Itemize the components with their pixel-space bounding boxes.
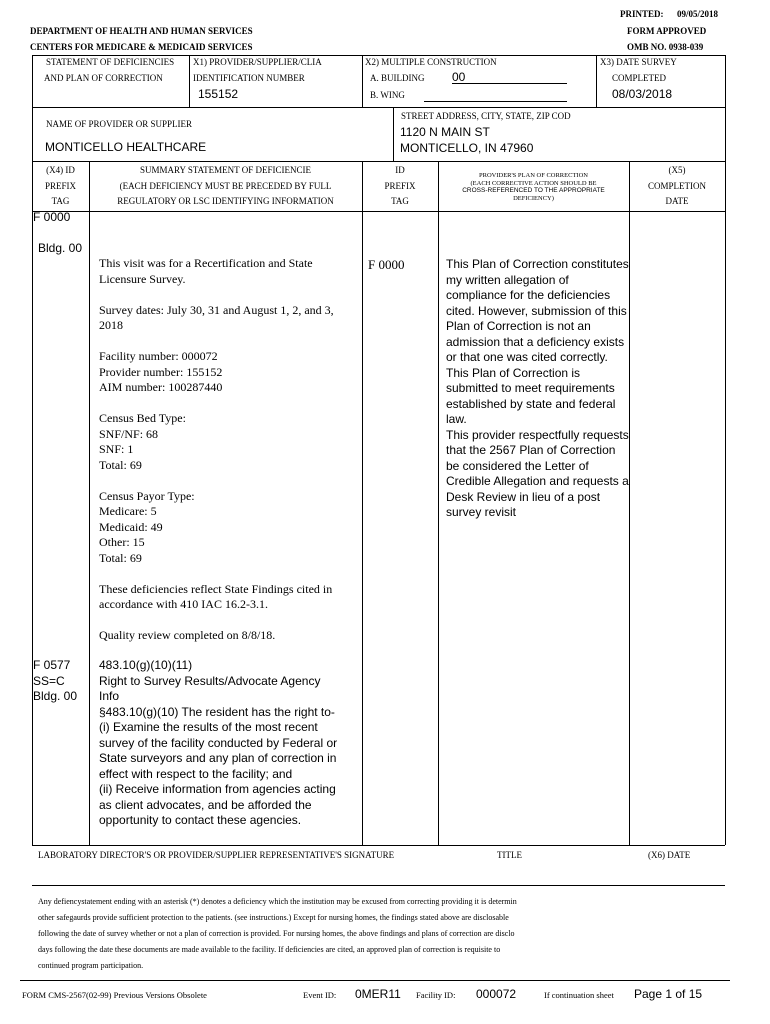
- provider-name-label: NAME OF PROVIDER OR SUPPLIER: [46, 119, 193, 129]
- plan-line: law.: [446, 412, 467, 426]
- printed-label: PRINTED:: [620, 9, 664, 19]
- plan-line: Desk Review in lieu of a post: [446, 489, 601, 504]
- summary-line: Info: [99, 689, 120, 703]
- plan-header-4: DEFICIENCY): [513, 195, 554, 202]
- statement-label-2: AND PLAN OF CORRECTION: [44, 73, 163, 83]
- plan-header-2: (EACH CORRECTIVE ACTION SHOULD BE: [470, 180, 597, 187]
- disclaimer-line: days following the date these documents are made available to the facility. If deficiencies are cited, an approved plan of correction is requisite to: [38, 945, 501, 954]
- plan-line: that the 2567 Plan of Correction: [446, 443, 616, 457]
- blank-line: [99, 287, 359, 303]
- blank-line: [99, 473, 359, 489]
- summary-line: SNF: 1: [99, 442, 134, 456]
- survey-date-value: 08/03/2018: [612, 87, 673, 101]
- facility-id-label: Facility ID:: [416, 990, 456, 1000]
- date-label: (X6) DATE: [648, 850, 691, 860]
- summary-line: Census Payor Type:: [99, 488, 195, 503]
- summary-line: Facility number: 000072: [99, 349, 218, 363]
- plan-header-1: PROVIDER'S PLAN OF CORRECTION: [479, 172, 588, 179]
- summary-line: accordance with 410 IAC 16.2-3.1.: [99, 597, 268, 611]
- summary-line: opportunity to contact these agencies.: [99, 813, 302, 827]
- summary-line: Total: 69: [99, 550, 142, 565]
- x5-header-3: DATE: [665, 196, 689, 206]
- disclaimer-line: Any defiencystatement ending with an asterisk (*) denotes a deficiency which the institution may be excused from correcting providing it is determin: [38, 897, 517, 906]
- summary-line: This visit was for a Recertification and State: [99, 256, 313, 270]
- plan-line: compliance for the deficiencies: [446, 288, 611, 302]
- summary-line: Total: 69: [99, 457, 142, 472]
- summary-text-1: [99, 256, 359, 644]
- plan-line: This Plan of Correction constitutes: [446, 257, 629, 271]
- continuation-label: If continuation sheet: [544, 990, 614, 1000]
- summary-text-2: [99, 658, 359, 829]
- provider-name-value: MONTICELLO HEALTHCARE: [45, 140, 207, 154]
- id-header-3: TAG: [391, 196, 409, 206]
- plan-line: This Plan of Correction is: [446, 365, 581, 380]
- plan-line: established by state and federal: [446, 396, 616, 411]
- plan-line: admission that a deficiency exists: [446, 334, 625, 349]
- summary-header-1: SUMMARY STATEMENT OF DEFICIENCIE: [139, 165, 312, 175]
- plan-line: cited. However, submission of this: [446, 303, 627, 318]
- summary-line: Medicare: 5: [99, 504, 157, 518]
- summary-line: Licensure Survey.: [99, 271, 186, 286]
- disclaimer-line: continued program participation.: [38, 961, 144, 970]
- summary-line: §483.10(g)(10) The resident has the right to-: [99, 704, 335, 719]
- facility-id-value: 000072: [476, 987, 517, 1001]
- building-tag-1: Bldg. 00: [38, 241, 83, 255]
- disclaimer-line: other safegaurds provide sufficient protection to the patients. (see instructions.) Except for nursing homes, the findings stated above are disclosable: [38, 913, 509, 922]
- omb-number: OMB NO. 0938-039: [627, 42, 704, 52]
- disclaimer-line: following the date of survey whether or not a plan of correction is provided. For nursing homes, the above findings and plans of correction are disclo: [38, 929, 515, 938]
- x5-header-1: (X5): [668, 165, 686, 175]
- department-title: DEPARTMENT OF HEALTH AND HUMAN SERVICES: [30, 26, 253, 36]
- plan-header-3: CROSS-REFERENCED TO THE APPROPRIATE: [462, 187, 605, 194]
- address-line-1: 1120 N MAIN ST: [400, 125, 490, 139]
- plan-line: Credible Allegation and requests a: [446, 474, 629, 488]
- tag-line: F 0577: [33, 658, 71, 672]
- provider-id-value: 155152: [198, 87, 239, 101]
- summary-line: Quality review completed on 8/8/18.: [99, 628, 276, 642]
- blank-line: [99, 334, 359, 350]
- event-id-label: Event ID:: [303, 990, 337, 1000]
- summary-line: (i) Examine the results of the most recent: [99, 720, 318, 734]
- summary-line: These deficiencies reflect State Findings cited in: [99, 581, 333, 596]
- plan-line: be considered the Letter of: [446, 458, 589, 473]
- summary-line: effect with respect to the facility; and: [99, 766, 293, 781]
- summary-line: AIM number: 100287440: [99, 380, 223, 394]
- summary-line: Provider number: 155152: [99, 364, 223, 379]
- blank-line: [99, 613, 359, 629]
- id-header-1: ID: [395, 165, 405, 175]
- signature-label: LABORATORY DIRECTOR'S OR PROVIDER/SUPPLIER REPRESENTATIVE'S SIGNATURE: [38, 850, 395, 860]
- summary-line: State surveyors and any plan of correction in: [99, 751, 337, 765]
- summary-line: SNF/NF: 68: [99, 426, 159, 441]
- plan-line: my written allegation of: [446, 272, 569, 287]
- x1-label-2: IDENTIFICATION NUMBER: [193, 73, 305, 83]
- summary-header-3: REGULATORY OR LSC IDENTIFYING INFORMATION: [117, 196, 334, 206]
- x4-header-3: TAG: [51, 196, 70, 206]
- x1-label-1: X1) PROVIDER/SUPPLIER/CLIA: [193, 57, 322, 67]
- plan-line: Plan of Correction is not an: [446, 319, 591, 333]
- centers-title: CENTERS FOR MEDICARE & MEDICAID SERVICES: [30, 42, 253, 52]
- x5-header-2: COMPLETION: [648, 181, 706, 191]
- building-value: 00: [452, 70, 466, 84]
- tag-line: SS=C: [33, 673, 65, 688]
- summary-line: as client advocates, and be afforded the: [99, 797, 312, 812]
- wing-label: B. WING: [370, 90, 405, 100]
- summary-line: Right to Survey Results/Advocate Agency: [99, 673, 321, 688]
- title-label: TITLE: [497, 850, 522, 860]
- address-line-2: MONTICELLO, IN 47960: [400, 141, 534, 155]
- blank-line: [99, 566, 359, 582]
- summary-line: survey of the facility conducted by Federal or: [99, 735, 338, 750]
- summary-line: 2018: [99, 318, 123, 332]
- event-id-value: 0MER11: [355, 987, 401, 1001]
- plan-line: This provider respectfully requests: [446, 427, 629, 442]
- form-approved: FORM APPROVED: [627, 26, 707, 36]
- id-prefix-tag-1: F 0000: [368, 257, 405, 272]
- building-label: A. BUILDING: [370, 73, 425, 83]
- summary-line: 483.10(g)(10)(11): [99, 658, 193, 672]
- page-number: Page 1 of 15: [634, 987, 703, 1001]
- disclaimer-text: [38, 894, 728, 974]
- x4-header-1: (X4) ID: [46, 165, 75, 175]
- plan-line: or that one was cited correctly.: [446, 350, 608, 364]
- id-header-2: PREFIX: [384, 181, 416, 191]
- form-number: FORM CMS-2567(02-99) Previous Versions Obsolete: [22, 990, 207, 1000]
- summary-header-2: (EACH DEFICIENCY MUST BE PRECEDED BY FULL: [119, 181, 332, 191]
- summary-line: Survey dates: July 30, 31 and August 1, 2, and 3,: [99, 302, 334, 317]
- plan-line: submitted to meet requirements: [446, 381, 615, 395]
- x3-label-2: COMPLETED: [612, 73, 666, 83]
- prefix-tag-2: [33, 658, 89, 705]
- summary-line: Medicaid: 49: [99, 519, 163, 534]
- blank-line: [99, 396, 359, 412]
- address-label: STREET ADDRESS, CITY, STATE, ZIP COD: [401, 111, 571, 121]
- summary-line: Other: 15: [99, 535, 145, 549]
- printed-date: 09/05/2018: [677, 9, 719, 19]
- statement-label-1: STATEMENT OF DEFICIENCIES: [46, 57, 175, 67]
- summary-line: (ii) Receive information from agencies acting: [99, 782, 336, 796]
- x4-header-2: PREFIX: [44, 181, 76, 191]
- prefix-tag-1: F 0000: [33, 210, 71, 224]
- tag-line: Bldg. 00: [33, 689, 78, 703]
- x3-label-1: X3) DATE SURVEY: [600, 57, 677, 67]
- x2-label: X2) MULTIPLE CONSTRUCTION: [365, 57, 497, 67]
- summary-line: Census Bed Type:: [99, 411, 186, 425]
- plan-text-1: [446, 257, 629, 521]
- plan-line: survey revisit: [446, 505, 517, 519]
